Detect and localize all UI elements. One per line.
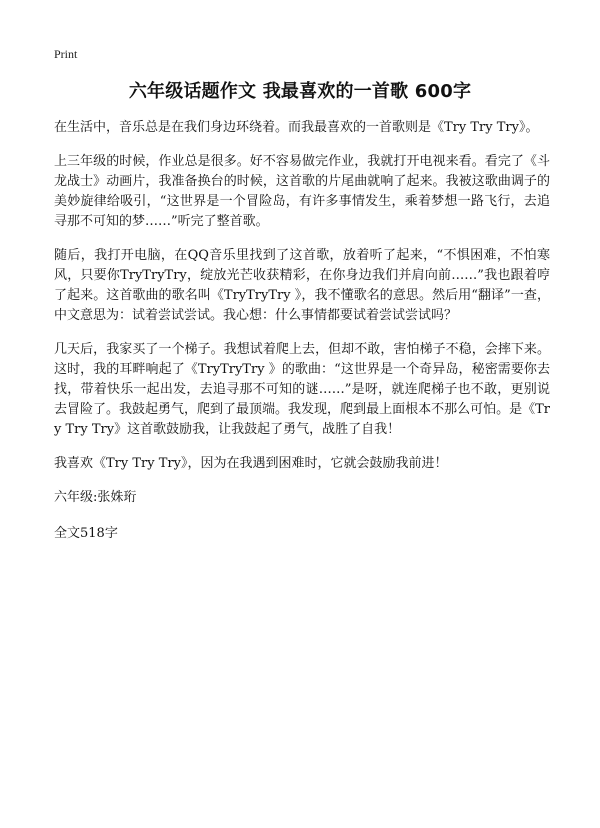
paragraph-2: 上三年级的时候，作业总是很多。好不容易做完作业，我就打开电视来看。看完了《斗龙战士》动画片，我准备换台的时候，这首歌的片尾曲就响了起来。我被这歌曲调子的美妙旋律给吸引，“这世界是一个冒险岛，有许多事情发生，乘着梦想一路飞行，去追寻那不可知的梦……”听完了整首歌。 (54, 154, 550, 229)
print-link[interactable]: Print (54, 47, 78, 61)
paragraph-3: 随后，我打开电脑，在QQ音乐里找到了这首歌，放着听了起来，“不惧困难，不怕寒风，只要你TryTryTry，绽放光芒收获精彩，在你身边我们并肩向前……”我也跟着哼了起来。这首歌曲的歌名叫《TryTryTry 》，我不懂歌名的意思。然后用“翻译”一查，中文意思为：试着尝试尝试。我心想：什么事情都要试着尝试尝试吗？ (54, 248, 550, 323)
page-title: 六年级话题作文 我最喜欢的一首歌 600字 (128, 81, 472, 102)
article-body (54, 118, 550, 558)
paragraph-4: 几天后，我家买了一个梯子。我想试着爬上去，但却不敢，害怕梯子不稳，会摔下来。这时，我的耳畔响起了《TryTryTry 》的歌曲：“这世界是一个奇异岛，秘密需要你去找，带着快乐一起出发，去追寻那不可知的谜……”是呀，就连爬梯子也不敢，更别说去冒险了。我鼓起勇气，爬到了最顶端。我发现，爬到最上面根本不那么可怕。是《Try Try Try》这首歌鼓励我，让我鼓起了勇气，战胜了自我！ (54, 342, 550, 437)
paragraph-1: 在生活中，音乐总是在我们身边环绕着。而我最喜欢的一首歌则是《Try Try Try》。 (54, 120, 539, 135)
author-line: 六年级:张姝珩 (54, 490, 137, 505)
paragraph-5: 我喜欢《Try Try Try》，因为在我遇到困难时，它就会鼓励我前进！ (54, 456, 448, 471)
word-count: 全文518字 (54, 526, 118, 541)
